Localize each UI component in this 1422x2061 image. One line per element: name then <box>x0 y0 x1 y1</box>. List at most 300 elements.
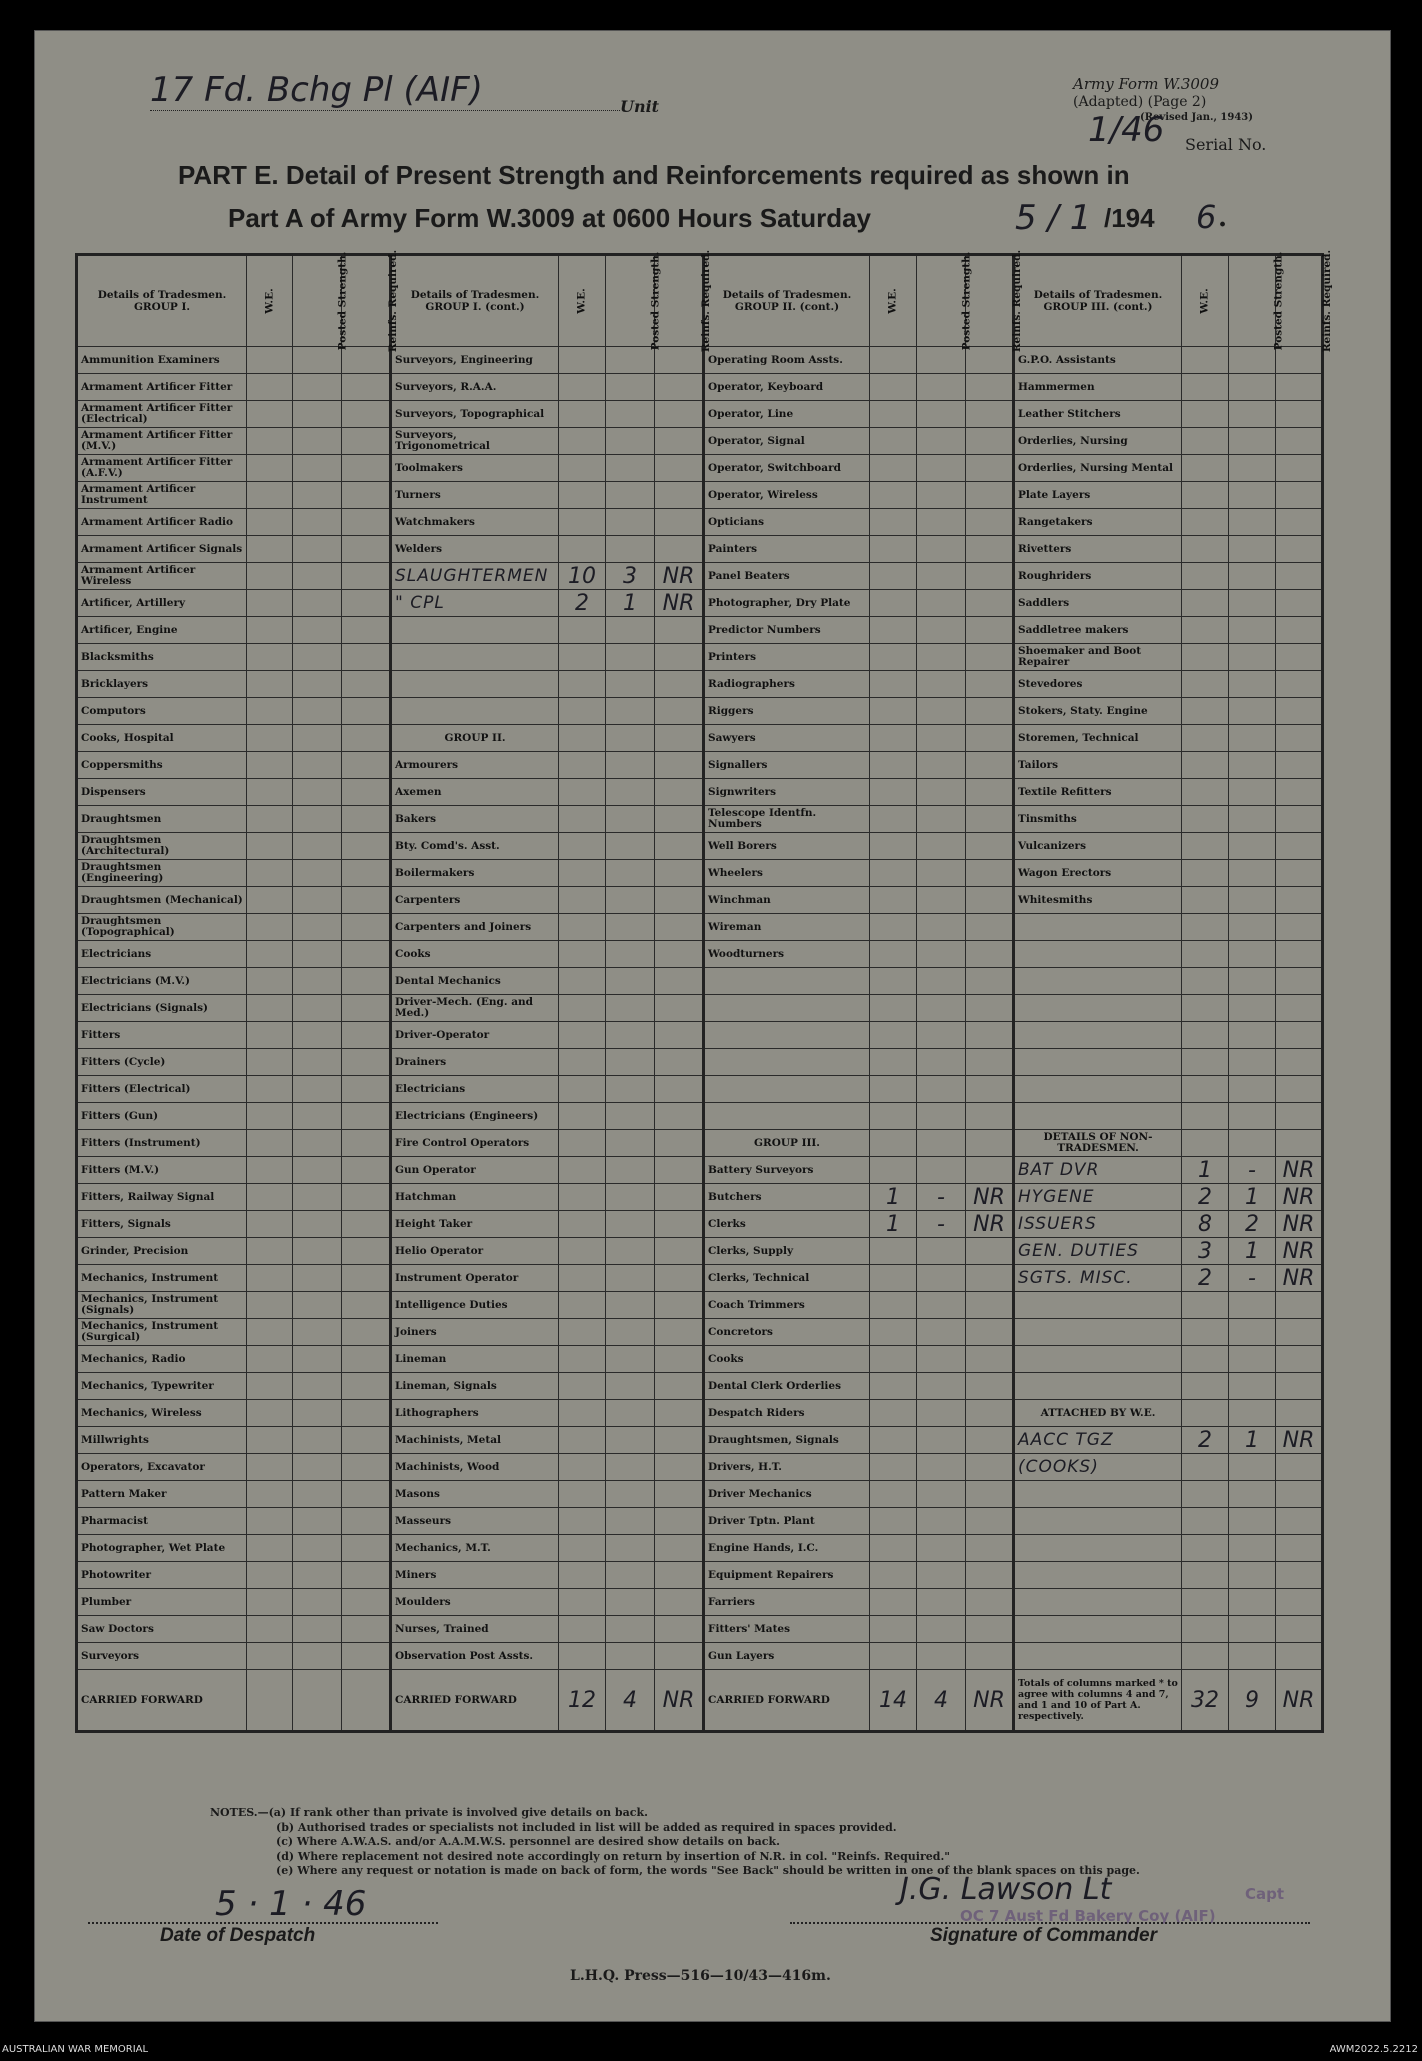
trade-label <box>1014 1346 1182 1373</box>
we-cell <box>870 590 917 617</box>
table-row <box>77 644 1323 671</box>
reinfs-cell <box>655 1454 704 1481</box>
trade-label: Armament Artificer Fitter (Electrical) <box>77 401 247 428</box>
trade-label: Lithographers <box>391 1400 559 1427</box>
we-cell <box>247 779 293 806</box>
trade-label: Mechanics, Typewriter <box>77 1373 247 1400</box>
trade-label <box>1014 1535 1182 1562</box>
we-cell <box>559 698 606 725</box>
reinfs-cell <box>966 1427 1014 1454</box>
trade-label: Coach Trimmers <box>704 1292 870 1319</box>
we-cell <box>1182 1292 1229 1319</box>
posted-cell <box>917 1481 966 1508</box>
trade-label <box>1014 1589 1182 1616</box>
we-cell <box>559 1643 606 1670</box>
reinfs-cell <box>1276 1346 1323 1373</box>
table-row <box>77 1184 1323 1211</box>
reinfs-cell <box>655 617 704 644</box>
serial-handwritten: 1/46 <box>1088 110 1165 150</box>
posted-cell: 3 <box>606 563 655 590</box>
posted-cell <box>1229 968 1276 995</box>
we-cell <box>247 1508 293 1535</box>
trade-label: Carpenters and Joiners <box>391 914 559 941</box>
posted-cell <box>293 1643 342 1670</box>
trade-label <box>1014 968 1182 995</box>
header-we: W.E. <box>247 255 293 347</box>
reinfs-cell <box>966 1616 1014 1643</box>
reinfs-cell <box>966 1508 1014 1535</box>
we-cell <box>1182 1103 1229 1130</box>
reinfs-cell <box>342 563 391 590</box>
reinfs-cell <box>966 455 1014 482</box>
form-title-line2: Part A of Army Form W.3009 at 0600 Hours Saturday <box>228 203 871 233</box>
reinfs-cell <box>966 1049 1014 1076</box>
posted-cell <box>1229 1103 1276 1130</box>
reinfs-cell <box>655 509 704 536</box>
posted-cell <box>293 590 342 617</box>
we-cell <box>559 1265 606 1292</box>
posted-cell <box>917 752 966 779</box>
we-cell: 2 <box>1182 1265 1229 1292</box>
trade-label: Intelligence Duties <box>391 1292 559 1319</box>
reinfs-cell <box>966 779 1014 806</box>
posted-cell <box>606 536 655 563</box>
trade-label: Operator, Wireless <box>704 482 870 509</box>
we-cell <box>247 1454 293 1481</box>
we-cell <box>870 941 917 968</box>
posted-cell <box>917 509 966 536</box>
reinfs-cell <box>1276 995 1323 1022</box>
table-row <box>77 860 1323 887</box>
we-cell <box>559 1238 606 1265</box>
we-cell <box>559 374 606 401</box>
reinfs-cell <box>1276 590 1323 617</box>
posted-cell <box>293 401 342 428</box>
posted-cell <box>293 617 342 644</box>
reinfs-cell <box>1276 1292 1323 1319</box>
posted-cell <box>917 617 966 644</box>
reinfs-cell <box>966 617 1014 644</box>
reinfs-cell <box>1276 779 1323 806</box>
posted-cell <box>1229 1616 1276 1643</box>
we-cell <box>1182 860 1229 887</box>
we-cell <box>559 914 606 941</box>
trade-label: Winchman <box>704 887 870 914</box>
trade-label: Rangetakers <box>1014 509 1182 536</box>
posted-cell <box>606 1481 655 1508</box>
we-cell <box>247 1373 293 1400</box>
posted-cell <box>1229 1400 1276 1427</box>
posted-cell <box>293 455 342 482</box>
reinfs-cell: NR <box>1276 1427 1323 1454</box>
reinfs-cell <box>966 428 1014 455</box>
we-cell <box>870 1103 917 1130</box>
trade-label: Plumber <box>77 1589 247 1616</box>
we-cell <box>559 860 606 887</box>
reinfs-cell <box>966 347 1014 374</box>
reinfs-cell <box>655 1265 704 1292</box>
reinfs-cell <box>1276 401 1323 428</box>
we-cell <box>559 887 606 914</box>
posted-cell <box>917 563 966 590</box>
trade-label: Printers <box>704 644 870 671</box>
posted-cell <box>1229 1373 1276 1400</box>
trade-label: Moulders <box>391 1589 559 1616</box>
trade-label: Welders <box>391 536 559 563</box>
reinfs-cell <box>342 455 391 482</box>
we-cell <box>247 671 293 698</box>
reinfs-cell <box>966 914 1014 941</box>
posted-cell <box>1229 779 1276 806</box>
posted-cell <box>606 1130 655 1157</box>
posted-cell <box>917 1022 966 1049</box>
we-cell <box>559 1535 606 1562</box>
reinfs-cell <box>342 725 391 752</box>
reinfs-cell: NR <box>1276 1238 1323 1265</box>
we-cell <box>1182 779 1229 806</box>
posted-cell <box>917 698 966 725</box>
posted-cell <box>1229 1481 1276 1508</box>
table-row <box>77 1157 1323 1184</box>
reinfs-cell <box>342 1319 391 1346</box>
reinfs-cell <box>1276 617 1323 644</box>
posted-cell <box>293 833 342 860</box>
posted-cell <box>1229 914 1276 941</box>
trade-label: Engine Hands, I.C. <box>704 1535 870 1562</box>
posted-cell: - <box>1229 1157 1276 1184</box>
trade-label <box>1014 1076 1182 1103</box>
reinfs-cell <box>342 779 391 806</box>
we-cell <box>559 1454 606 1481</box>
trade-label: Blacksmiths <box>77 644 247 671</box>
posted-cell: 1 <box>1229 1427 1276 1454</box>
reinfs-cell <box>655 1238 704 1265</box>
reinfs-cell <box>655 887 704 914</box>
trade-label: Fitters (Instrument) <box>77 1130 247 1157</box>
we-cell <box>247 914 293 941</box>
table-row <box>77 698 1323 725</box>
table-row <box>77 1616 1323 1643</box>
reinfs-cell <box>655 644 704 671</box>
we-cell <box>1182 563 1229 590</box>
reinfs-cell <box>1276 725 1323 752</box>
reinfs-cell <box>655 401 704 428</box>
carried-forward-posted: 4 <box>917 1670 966 1732</box>
reinfs-cell <box>966 1346 1014 1373</box>
table-row <box>77 1346 1323 1373</box>
posted-cell <box>1229 1076 1276 1103</box>
header-we: W.E. <box>870 255 917 347</box>
table-row <box>77 806 1323 833</box>
reinfs-cell: NR <box>1276 1184 1323 1211</box>
carried-forward-label: CARRIED FORWARD <box>77 1670 247 1732</box>
posted-cell <box>1229 995 1276 1022</box>
reinfs-cell <box>1276 1319 1323 1346</box>
we-cell <box>559 968 606 995</box>
we-cell: 2 <box>1182 1427 1229 1454</box>
reinfs-cell <box>1276 1616 1323 1643</box>
reinfs-cell: NR <box>1276 1265 1323 1292</box>
we-cell <box>559 536 606 563</box>
unit-handwritten: 17 Fd. Bchg Pl (AIF) <box>150 70 483 110</box>
form-number: Army Form W.3009 <box>1073 75 1219 93</box>
we-cell <box>1182 887 1229 914</box>
header-we: W.E. <box>1182 255 1229 347</box>
posted-cell <box>917 1076 966 1103</box>
we-cell <box>1182 401 1229 428</box>
trade-label <box>1014 1049 1182 1076</box>
we-cell <box>870 1265 917 1292</box>
trade-label: Electricians <box>391 1076 559 1103</box>
reinfs-cell <box>655 1373 704 1400</box>
carried-forward-reinfs: NR <box>966 1670 1014 1732</box>
reinfs-cell <box>1276 860 1323 887</box>
trade-label: Cooks <box>704 1346 870 1373</box>
reinfs-cell <box>1276 1562 1323 1589</box>
posted-cell <box>606 779 655 806</box>
we-cell <box>870 887 917 914</box>
we-cell <box>870 482 917 509</box>
reinfs-cell: NR <box>966 1184 1014 1211</box>
table-row <box>77 1022 1323 1049</box>
trade-label: Stokers, Staty. Engine <box>1014 698 1182 725</box>
posted-cell <box>606 1157 655 1184</box>
reinfs-cell <box>655 752 704 779</box>
we-cell <box>559 1481 606 1508</box>
table-row <box>77 914 1323 941</box>
trade-label: Electricians (Signals) <box>77 995 247 1022</box>
posted-cell <box>1229 671 1276 698</box>
we-cell <box>247 1238 293 1265</box>
posted-cell <box>917 1373 966 1400</box>
posted-cell <box>1229 455 1276 482</box>
we-cell <box>1182 1049 1229 1076</box>
posted-cell <box>293 1346 342 1373</box>
table-row <box>77 1265 1323 1292</box>
table-row <box>77 1373 1323 1400</box>
reinfs-cell <box>966 806 1014 833</box>
trade-label <box>704 1049 870 1076</box>
reinfs-cell <box>966 860 1014 887</box>
reinfs-cell <box>655 1022 704 1049</box>
reinfs-cell <box>342 887 391 914</box>
posted-cell <box>1229 725 1276 752</box>
we-cell <box>1182 995 1229 1022</box>
trade-label: Photowriter <box>77 1562 247 1589</box>
note-line: (c) Where A.W.A.S. and/or A.A.M.W.S. personnel are desired show details on back. <box>276 1835 780 1848</box>
we-cell <box>559 941 606 968</box>
we-cell <box>247 968 293 995</box>
trade-label: SLAUGHTERMEN <box>391 563 559 590</box>
posted-cell <box>1229 1049 1276 1076</box>
posted-cell <box>606 806 655 833</box>
we-cell <box>247 617 293 644</box>
reinfs-cell <box>342 1049 391 1076</box>
posted-cell <box>293 374 342 401</box>
trade-label: Electricians (Engineers) <box>391 1103 559 1130</box>
posted-cell <box>293 1211 342 1238</box>
we-cell <box>247 644 293 671</box>
reinfs-cell <box>966 1481 1014 1508</box>
reinfs-cell <box>1276 482 1323 509</box>
reinfs-cell <box>655 347 704 374</box>
reinfs-cell <box>1276 563 1323 590</box>
trade-label: Operating Room Assts. <box>704 347 870 374</box>
totals-reinfs: NR <box>1276 1670 1323 1732</box>
posted-cell <box>293 1157 342 1184</box>
reinfs-cell <box>1276 455 1323 482</box>
reinfs-cell <box>342 1157 391 1184</box>
reinfs-cell <box>966 1103 1014 1130</box>
we-cell <box>1182 509 1229 536</box>
we-cell <box>247 1400 293 1427</box>
posted-cell <box>1229 1319 1276 1346</box>
trade-label: Gun Operator <box>391 1157 559 1184</box>
header-reinfs: Reinfs. Required. <box>1276 255 1323 347</box>
trade-label: Cooks <box>391 941 559 968</box>
we-cell <box>1182 1319 1229 1346</box>
trade-label: Lineman, Signals <box>391 1373 559 1400</box>
trade-label: Wireman <box>704 914 870 941</box>
we-cell <box>870 779 917 806</box>
reinfs-cell <box>342 1400 391 1427</box>
reinfs-cell: NR <box>655 563 704 590</box>
we-cell <box>1182 1616 1229 1643</box>
posted-cell <box>917 725 966 752</box>
reinfs-cell <box>342 806 391 833</box>
trade-label: Carpenters <box>391 887 559 914</box>
trade-label: Telescope Identfn. Numbers <box>704 806 870 833</box>
header-posted: Posted Strength. <box>293 255 342 347</box>
trade-label: Vulcanizers <box>1014 833 1182 860</box>
trade-label: Fitters, Signals <box>77 1211 247 1238</box>
table-row <box>77 725 1323 752</box>
trade-label: Operator, Line <box>704 401 870 428</box>
reinfs-cell <box>342 1562 391 1589</box>
table-row <box>77 1049 1323 1076</box>
we-cell <box>1182 833 1229 860</box>
we-cell <box>247 1049 293 1076</box>
posted-cell <box>606 347 655 374</box>
we-cell: 8 <box>1182 1211 1229 1238</box>
reinfs-cell <box>655 1076 704 1103</box>
we-cell <box>559 1076 606 1103</box>
stamp-rank: Capt <box>1245 1885 1285 1903</box>
trade-label: Observation Post Assts. <box>391 1643 559 1670</box>
we-cell <box>247 1589 293 1616</box>
table-row <box>77 995 1323 1022</box>
we-cell <box>870 1022 917 1049</box>
posted-cell <box>606 1103 655 1130</box>
trade-label: Whitesmiths <box>1014 887 1182 914</box>
reinfs-cell <box>342 374 391 401</box>
table-row <box>77 509 1323 536</box>
we-cell <box>559 725 606 752</box>
reinfs-cell <box>342 1346 391 1373</box>
reinfs-cell <box>1276 1103 1323 1130</box>
posted-cell <box>606 1346 655 1373</box>
posted-cell <box>606 1319 655 1346</box>
trade-label: Wheelers <box>704 860 870 887</box>
posted-cell <box>606 1211 655 1238</box>
trade-label: Equipment Repairers <box>704 1562 870 1589</box>
we-cell <box>247 698 293 725</box>
we-cell <box>247 347 293 374</box>
posted-cell <box>606 1535 655 1562</box>
trade-label: Farriers <box>704 1589 870 1616</box>
trade-label: (COOKS) <box>1014 1454 1182 1481</box>
we-cell <box>1182 968 1229 995</box>
header-reinfs: Reinfs. Required. <box>342 255 391 347</box>
posted-cell <box>606 1427 655 1454</box>
we-cell <box>870 1130 917 1157</box>
reinfs-cell <box>342 347 391 374</box>
posted-cell <box>606 1265 655 1292</box>
we-cell <box>1182 671 1229 698</box>
reinfs-cell <box>966 1130 1014 1157</box>
posted-cell <box>606 1373 655 1400</box>
reinfs-cell <box>655 374 704 401</box>
we-cell <box>870 806 917 833</box>
we-cell <box>559 401 606 428</box>
we-cell <box>1182 1481 1229 1508</box>
posted-cell <box>917 1238 966 1265</box>
posted-cell <box>917 536 966 563</box>
reinfs-cell: NR <box>1276 1211 1323 1238</box>
posted-cell <box>917 1103 966 1130</box>
posted-cell <box>917 941 966 968</box>
we-cell <box>559 1157 606 1184</box>
signature-underline <box>790 1922 1310 1924</box>
posted-cell <box>1229 590 1276 617</box>
date-underline <box>88 1922 438 1924</box>
we-cell <box>247 1157 293 1184</box>
we-cell <box>559 671 606 698</box>
we-cell <box>870 914 917 941</box>
reinfs-cell <box>966 1265 1014 1292</box>
we-cell <box>247 1616 293 1643</box>
trade-label: Fitters' Mates <box>704 1616 870 1643</box>
carried-forward-label: CARRIED FORWARD <box>704 1670 870 1732</box>
we-cell <box>247 833 293 860</box>
trade-label: Toolmakers <box>391 455 559 482</box>
reinfs-cell <box>1276 1643 1323 1670</box>
posted-cell <box>1229 833 1276 860</box>
reinfs-cell <box>966 1535 1014 1562</box>
press-imprint: L.H.Q. Press—516—10/43—416m. <box>570 1968 831 1984</box>
table-row <box>77 482 1323 509</box>
reinfs-cell <box>1276 941 1323 968</box>
posted-cell <box>1229 1535 1276 1562</box>
posted-cell <box>606 1022 655 1049</box>
reinfs-cell <box>966 590 1014 617</box>
reinfs-cell <box>342 1508 391 1535</box>
posted-cell <box>1229 1508 1276 1535</box>
trade-label: Gun Layers <box>704 1643 870 1670</box>
posted-cell <box>917 1427 966 1454</box>
we-cell <box>870 1616 917 1643</box>
reinfs-cell <box>655 1292 704 1319</box>
trade-label: HYGENE <box>1014 1184 1182 1211</box>
trade-label: Butchers <box>704 1184 870 1211</box>
table-row <box>77 1481 1323 1508</box>
we-cell <box>1182 1130 1229 1157</box>
posted-cell <box>606 914 655 941</box>
posted-cell <box>293 1184 342 1211</box>
posted-cell <box>293 1022 342 1049</box>
table-row <box>77 1508 1323 1535</box>
we-cell <box>870 563 917 590</box>
